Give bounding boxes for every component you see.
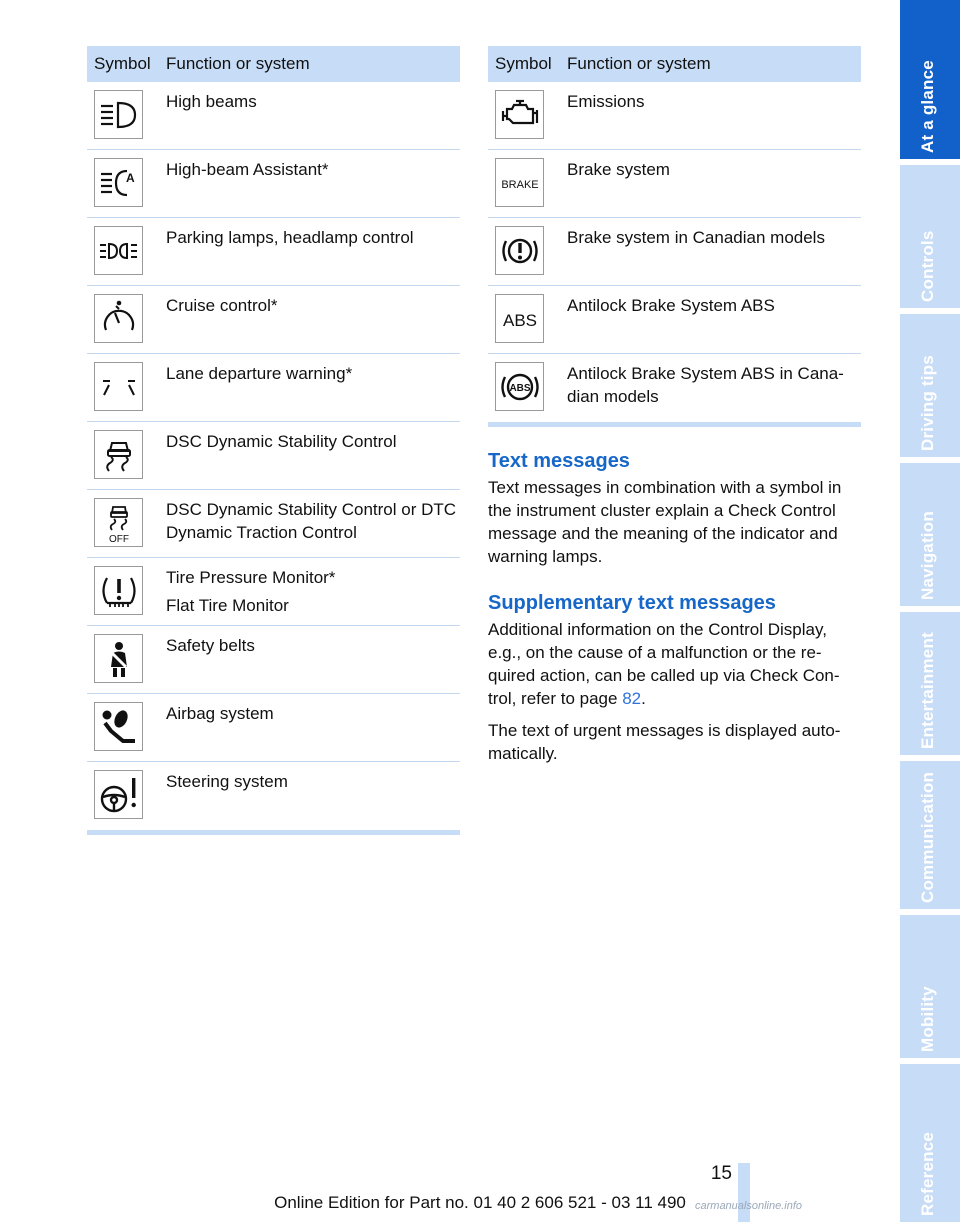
svg-text:A: A [125,170,135,185]
brake-icon-text: BRAKE [500,178,539,191]
function-label: Brake system in Canadian models [567,228,825,247]
function-label: Emissions [567,92,645,111]
function-label: High-beam Assistant* [166,160,329,179]
brake-text-icon [495,158,544,207]
dsc-off-icon [94,498,143,547]
tab-navigation[interactable]: Navigation [900,463,960,606]
table-row [87,218,460,286]
table-row [488,218,861,286]
symbol-table-right [488,46,861,427]
high-beams-icon [94,90,143,139]
tab-driving-tips[interactable]: Driving tips [900,314,960,457]
function-label: Brake system [567,160,670,179]
abs-text-icon [495,294,544,343]
function-label-secondary: Flat Tire Monitor [166,596,289,615]
function-label: Cruise control* [166,296,278,315]
function-label: DSC Dynamic Stability Control or DTC Dynamic Traction Control [166,500,457,542]
table-row [488,150,861,218]
column-header-function: Function or system [567,54,711,73]
function-label: Antilock Brake System ABS in Cana-dian models [567,364,844,406]
abs-canadian-icon-text: ABS [508,382,531,394]
table-end-bar [488,422,861,427]
table-row [87,286,460,354]
tab-at-a-glance[interactable]: At a glance [900,0,960,159]
table-end-bar [87,830,460,835]
edition-footer: Online Edition for Part no. 01 40 2 606 521 - 03 11 490 [274,1193,686,1212]
icon-off-text: OFF [108,533,129,545]
page-reference-link[interactable]: 82 [622,689,642,708]
body-text: Additional information on the Control Display, e.g., on the cause of a malfunction or the re-quired action, can be called up via Check Con-trol, refer to page [488,620,840,708]
supplementary-section [488,590,863,765]
section-body-2: The text of urgent messages is displayed auto-matically. [488,721,841,763]
cruise-control-icon [94,294,143,343]
safety-belts-icon [94,634,143,683]
chapter-tabs [900,0,960,1222]
brake-canadian-icon [495,226,544,275]
function-label: High beams [166,92,257,111]
table-row [87,558,460,626]
body-text-end: . [641,689,646,708]
column-header-symbol: Symbol [495,54,552,73]
page-number: 15 [710,1163,732,1184]
emissions-icon [495,90,544,139]
function-label: Steering system [166,772,288,791]
tire-pressure-icon [94,566,143,615]
dsc-icon [94,430,143,479]
table-row [87,82,460,150]
table-row [488,354,861,422]
function-label: Parking lamps, headlamp control [166,228,414,247]
section-body: Text messages in combination with a symbol in the instrument cluster explain a Check Control message and the meaning of the indicator and warning lamps. [488,478,842,566]
airbag-icon [94,702,143,751]
function-label: Safety belts [166,636,255,655]
abs-canadian-icon [495,362,544,411]
watermark: carmanualsonline.info [695,1200,803,1212]
parking-lamps-icon [94,226,143,275]
lane-departure-icon [94,362,143,411]
high-beam-assistant-icon [94,158,143,207]
table-row [87,150,460,218]
column-header-symbol: Symbol [94,54,151,73]
table-row [87,626,460,694]
function-label: Lane departure warning* [166,364,353,383]
tab-entertainment[interactable]: Entertainment [900,612,960,755]
function-label: Antilock Brake System ABS [567,296,775,315]
tab-mobility[interactable]: Mobility [900,915,960,1058]
column-header-function: Function or system [166,54,310,73]
steering-system-icon [94,770,143,819]
table-header [488,46,861,82]
table-row [87,694,460,762]
tab-communication[interactable]: Communication [900,761,960,909]
section-heading: Supplementary text messages [488,592,776,614]
abs-icon-text: ABS [502,310,537,330]
table-row [488,82,861,150]
function-label: Airbag system [166,704,274,723]
function-label: DSC Dynamic Stability Control [166,432,397,451]
table-header [87,46,460,82]
table-row [488,286,861,354]
text-messages-section [488,448,863,568]
table-row [87,762,460,830]
section-heading: Text messages [488,450,630,472]
section-body [488,618,863,710]
table-row [87,422,460,490]
symbol-table-left [87,46,460,835]
table-row [87,354,460,422]
table-row [87,490,460,558]
tab-controls[interactable]: Controls [900,165,960,308]
function-label: Tire Pressure Monitor* [166,568,336,587]
tab-reference[interactable]: Reference [900,1064,960,1222]
